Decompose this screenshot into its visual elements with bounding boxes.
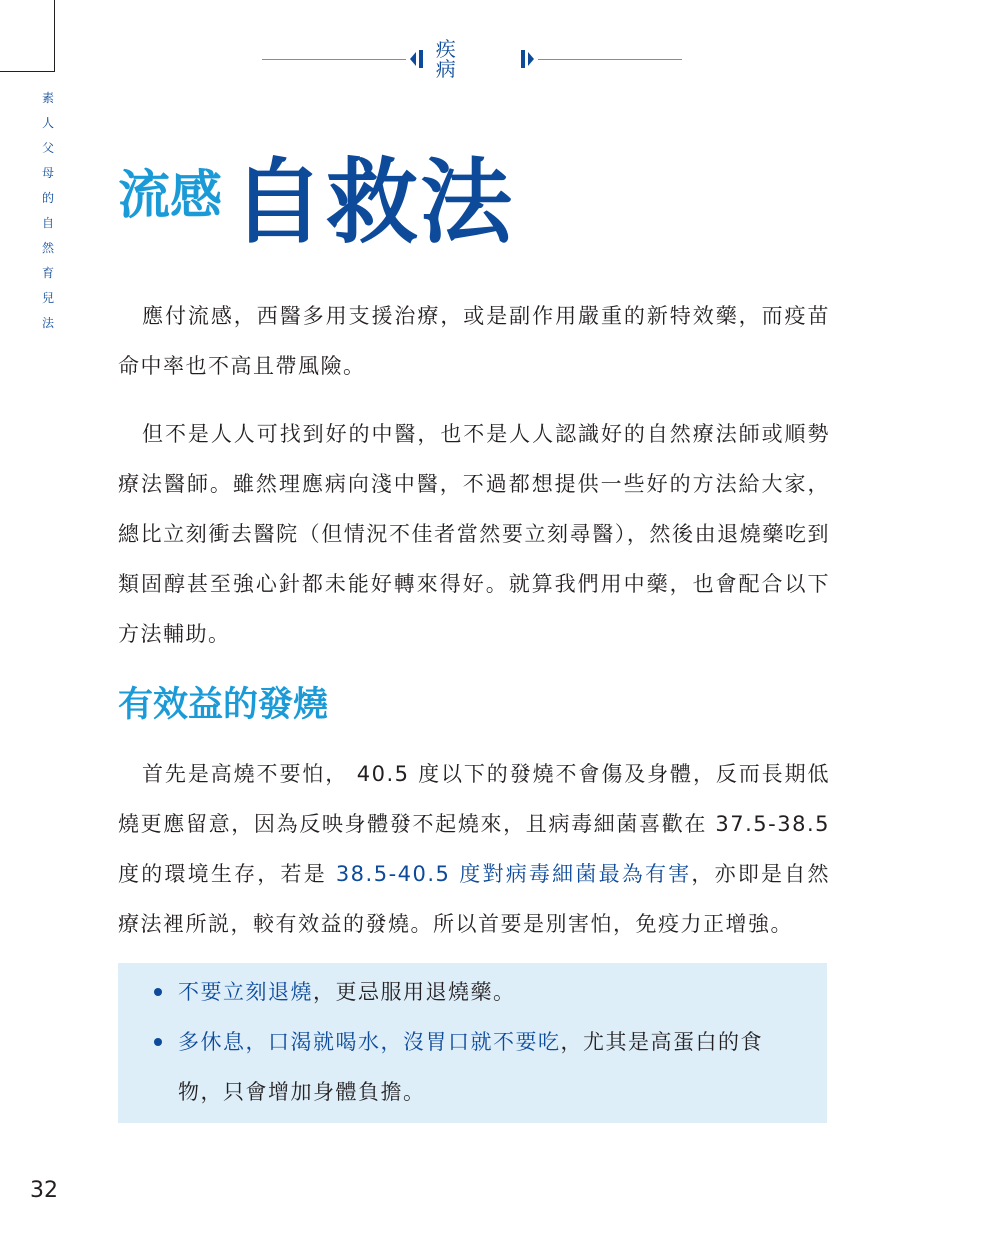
tip-item — [154, 1017, 799, 1117]
right-bracket-icon — [528, 52, 534, 66]
crop-mark-horizontal — [0, 71, 55, 72]
side-title-char: 育 — [41, 266, 54, 280]
paragraph-fever-highlight: 38.5-40.5 度對病毒細菌最為有害 — [335, 862, 692, 886]
chapter-title-prefix: 流感 — [118, 165, 223, 226]
section-heading: 有效益的發燒 — [118, 684, 329, 725]
side-title-char: 素 — [41, 91, 54, 105]
header-rule-right — [538, 59, 682, 60]
tip-box — [118, 963, 827, 1123]
header-bar-right — [521, 50, 525, 68]
side-title-char: 母 — [41, 166, 54, 180]
tip-highlight: 多休息，口渴就喝水，沒胃口就不要吃 — [178, 1030, 561, 1054]
page-number: 32 — [30, 1178, 58, 1203]
side-title-char: 自 — [41, 216, 54, 230]
chapter-title — [118, 138, 515, 256]
paragraph-fever-text: 首先是高燒不要怕， 40.5 度以下的發燒不會傷及身體，反而長期低燒更應留意，因為反映身體發不起燒來，且病毒細菌喜歡在 37.5-38.5 度的環境生存，若是 — [118, 762, 830, 886]
header-bar-left — [419, 50, 423, 68]
tip-highlight: 不要立刻退燒 — [178, 980, 313, 1004]
side-title-char: 父 — [41, 141, 54, 155]
header-section-label: 疾 病 — [435, 37, 470, 81]
paragraph-fever — [118, 749, 830, 949]
chapter-title-main: 自救法 — [232, 148, 515, 256]
tip-text: ，更忌服用退燒藥。 — [313, 980, 516, 1004]
tip-text: ，尤其是高蛋白的食物，只會增加身體負擔。 — [178, 1030, 763, 1104]
paragraph-context: 但不是人人可找到好的中醫，也不是人人認識好的自然療法師或順勢療法醫師。雖然理應病向淺中醫，不過都想提供一些好的方法給大家，總比立刻衝去醫院（但情況不佳者當然要立刻尋醫），然後由退燒藥吃到類固醇甚至強心針都未能好轉來得好。就算我們用中藥，也會配合以下方法輔助。 — [118, 422, 830, 646]
side-book-title — [39, 86, 57, 336]
side-title-char: 法 — [41, 316, 54, 330]
bullet-icon — [154, 988, 162, 996]
running-header — [410, 37, 534, 81]
side-title-char: 然 — [41, 241, 54, 255]
crop-mark-vertical — [54, 0, 55, 72]
tip-item — [154, 967, 799, 1017]
side-title-char: 兒 — [41, 291, 54, 305]
paragraph-intro: 應付流感，西醫多用支援治療，或是副作用嚴重的新特效藥，而疫苗命中率也不高且帶風險。 — [118, 304, 830, 378]
paragraph-fever-text-end: ，亦即是自然療法裡所説，較有效益的發燒。所以首要是別害怕，免疫力正增強。 — [118, 862, 830, 936]
left-bracket-icon — [410, 52, 416, 66]
bullet-icon — [154, 1038, 162, 1046]
header-rule-left — [262, 59, 406, 60]
side-title-char: 的 — [41, 191, 54, 205]
side-title-char: 人 — [41, 116, 54, 130]
